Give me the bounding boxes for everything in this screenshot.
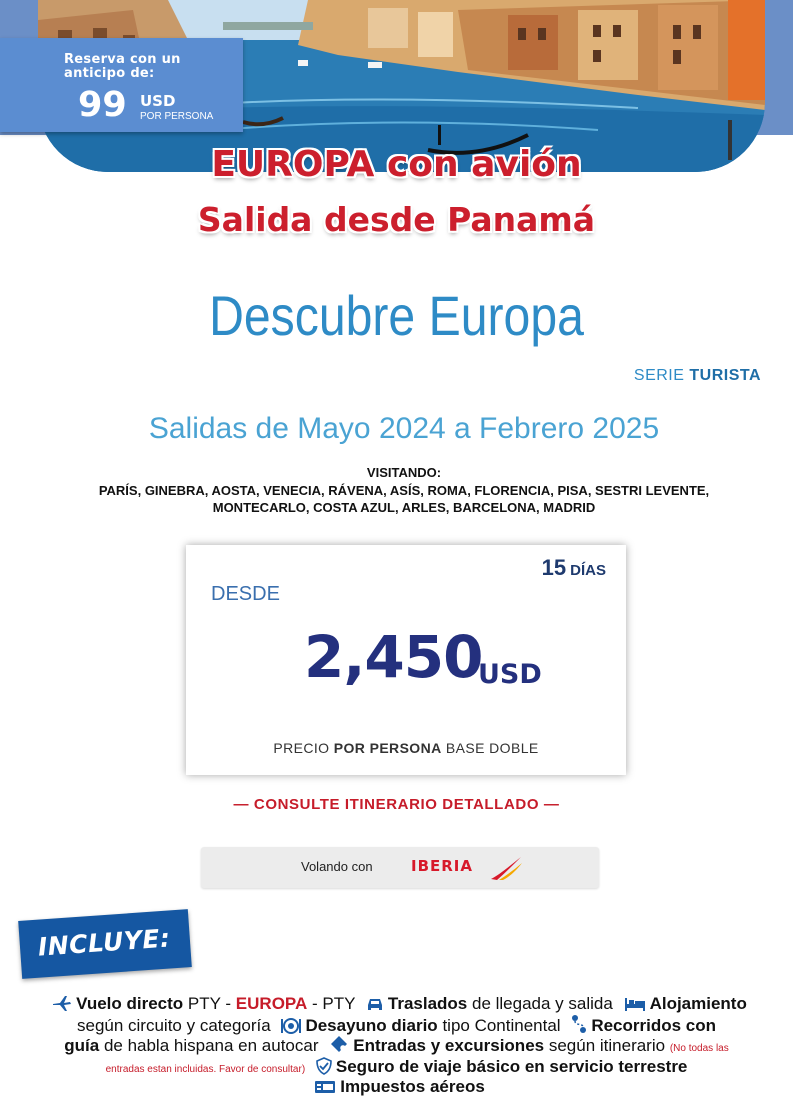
include-flight: Vuelo directo: [76, 994, 184, 1013]
price-note-a: PRECIO: [273, 740, 330, 756]
includes-heading: INCLUYE:: [37, 923, 172, 962]
headline-departure: Salida desde Panamá: [197, 200, 596, 239]
price-note: [186, 740, 626, 756]
headline-europa: EUROPA con avión: [211, 144, 582, 185]
price-card: [186, 545, 626, 775]
price-note-b: POR PERSONA: [333, 740, 442, 756]
tour-title: Descubre Europa: [209, 284, 584, 347]
from-label: DESDE: [211, 583, 280, 605]
deposit-promo-badge: [0, 38, 243, 132]
duration-badge: [542, 555, 606, 581]
include-air-taxes: Impuestos aéreos: [340, 1077, 485, 1096]
serie-label-text: SERIE: [633, 367, 685, 384]
ticket-icon: [329, 1036, 349, 1054]
include-breakfast: Desayuno diario: [305, 1016, 438, 1035]
include-insurance: Seguro de viaje básico en servicio terrestre: [335, 1057, 688, 1076]
include-guide: guía: [64, 1036, 100, 1055]
include-transfers: Traslados: [387, 994, 468, 1013]
include-flight-route-c: - PTY: [312, 994, 356, 1013]
tax-icon: [314, 1079, 336, 1095]
shield-check-icon: [316, 1057, 332, 1075]
serie-value: TURISTA: [689, 367, 761, 384]
include-tickets-disclaimer-a: (No todas las: [669, 1043, 729, 1054]
includes-row-1: [0, 993, 793, 1014]
visiting-heading: VISITANDO:: [366, 465, 442, 480]
promo-line-1: Reserva con un: [64, 52, 181, 67]
promo-currency: USD: [140, 92, 176, 110]
promo-per-person: POR PERSONA: [140, 111, 214, 122]
include-lodging-detail: según circuito y categoría: [76, 1016, 271, 1035]
days-label: DÍAS: [570, 562, 606, 579]
price-currency: USD: [478, 659, 542, 690]
include-breakfast-detail: tipo Continental: [442, 1016, 561, 1035]
include-flight-route-b: EUROPA: [235, 994, 308, 1013]
departure-dates: Salidas de Mayo 2024 a Febrero 2025: [148, 412, 660, 445]
includes-row-2: [0, 1014, 793, 1036]
include-tickets: Entradas y excursiones: [353, 1036, 545, 1055]
price-note-c: BASE DOBLE: [445, 740, 539, 756]
days-number: 15: [541, 555, 567, 580]
includes-row-5: [0, 1076, 793, 1097]
include-tickets-disclaimer-b: entradas estan incluidas. Favor de consultar): [105, 1064, 306, 1075]
plane-icon: [52, 994, 72, 1012]
include-tours: Recorridos con: [591, 1016, 717, 1035]
price-value: 2,450: [304, 623, 483, 691]
include-transfers-detail: de llegada y salida: [472, 994, 613, 1013]
include-guide-detail: de habla hispana en autocar: [103, 1036, 319, 1055]
route-icon: [571, 1014, 587, 1034]
include-lodging: Alojamiento: [649, 994, 747, 1013]
promo-line-2: anticipo de:: [64, 66, 155, 81]
airline-bar: [201, 847, 599, 888]
car-icon: [366, 996, 384, 1012]
promo-amount: 99: [78, 85, 127, 125]
iberia-logo-icon: [489, 855, 523, 881]
consult-itinerary-link[interactable]: — CONSULTE ITINERARIO DETALLADO —: [233, 796, 560, 813]
serie-label: [634, 366, 761, 386]
includes-banner: [18, 909, 192, 979]
include-tickets-detail: según itinerario: [548, 1036, 666, 1055]
bed-icon: [624, 996, 646, 1012]
breakfast-icon: [281, 1016, 301, 1034]
visiting-cities-line-1: PARÍS, GINEBRA, AOSTA, VENECIA, RÁVENA, ASÍS, ROMA, FLORENCIA, PISA, SESTRI LEVENTE,: [98, 483, 710, 498]
airline-logo-text: IBERIA: [411, 857, 474, 875]
visiting-cities-line-2: MONTECARLO, COSTA AZUL, ARLES, BARCELONA, MADRID: [212, 500, 596, 515]
flying-with-label: Volando con: [301, 859, 373, 874]
include-flight-route-a: PTY -: [187, 994, 232, 1013]
